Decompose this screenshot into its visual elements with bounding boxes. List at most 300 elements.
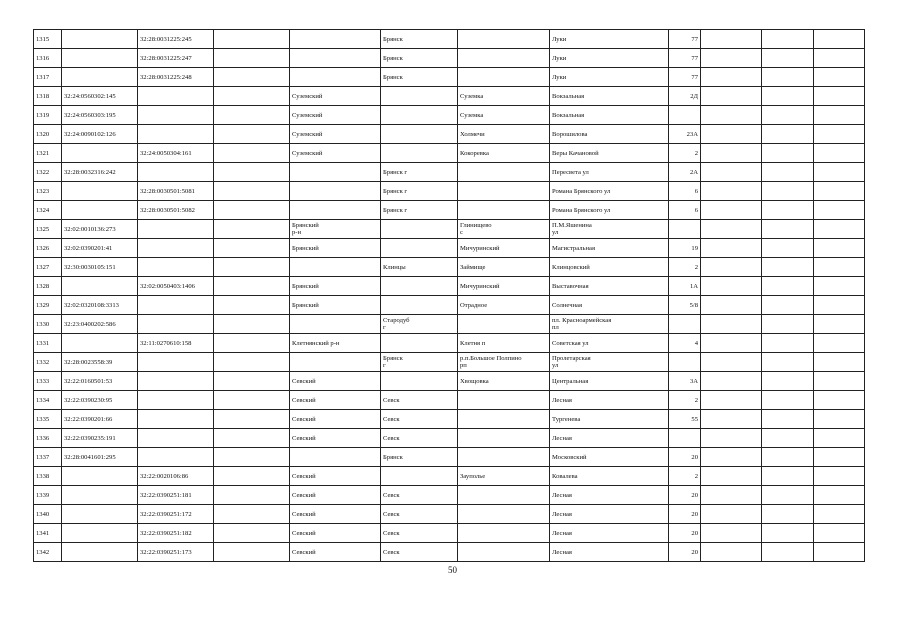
empty-cell [701,467,762,486]
empty-cell [701,315,762,334]
empty-cell [214,49,290,68]
empty-cell [814,334,865,353]
cadastral-number-cell: 32:02:0010136:273 [62,220,138,239]
district-cell: Суземский [290,87,381,106]
row-number-cell: 1341 [34,524,62,543]
empty-cell [814,163,865,182]
empty-cell [762,543,814,562]
district-cell: Суземский [290,144,381,163]
empty-cell [701,182,762,201]
district-cell: Севский [290,391,381,410]
district-cell: Севский [290,505,381,524]
house-number-cell: 55 [669,410,701,429]
settlement-cell: Мичуринский [458,277,550,296]
city-cell: Брянск [381,448,458,467]
settlement-cell: р.п.Большое Полпино рп [458,353,550,372]
building-cadastral-cell [138,448,214,467]
city-cell [381,239,458,258]
house-number-cell: 20 [669,524,701,543]
empty-cell [762,87,814,106]
row-number-cell: 1326 [34,239,62,258]
empty-cell [214,30,290,49]
row-number-cell: 1337 [34,448,62,467]
building-cadastral-cell: 32:28:0030501:5082 [138,201,214,220]
building-cadastral-cell [138,391,214,410]
empty-cell [762,239,814,258]
city-cell: Брянск [381,49,458,68]
empty-cell [814,277,865,296]
cadastral-number-cell: 32:02:0390201:41 [62,239,138,258]
settlement-cell [458,49,550,68]
empty-cell [762,201,814,220]
city-cell [381,334,458,353]
empty-cell [814,353,865,372]
empty-cell [814,30,865,49]
empty-cell [814,49,865,68]
empty-cell [814,429,865,448]
table-row [34,353,865,372]
district-cell: Брянский [290,239,381,258]
city-cell [381,220,458,239]
house-number-cell: 77 [669,68,701,87]
street-cell: Лесная [550,429,669,448]
building-cadastral-cell [138,372,214,391]
empty-cell [701,144,762,163]
district-cell: Севский [290,372,381,391]
empty-cell [701,125,762,144]
cadastral-number-cell: 32:23:0400202:586 [62,315,138,334]
building-cadastral-cell [138,315,214,334]
empty-cell [701,163,762,182]
district-cell: Суземский [290,106,381,125]
district-cell [290,448,381,467]
row-number-cell: 1334 [34,391,62,410]
cadastral-number-cell [62,144,138,163]
empty-cell [762,106,814,125]
cadastral-number-cell [62,182,138,201]
empty-cell [814,220,865,239]
district-cell: Брянский р-н [290,220,381,239]
settlement-cell [458,448,550,467]
building-cadastral-cell [138,163,214,182]
city-cell [381,106,458,125]
cadastral-number-cell [62,68,138,87]
settlement-cell: Кокоревка [458,144,550,163]
city-cell: Брянск [381,68,458,87]
empty-cell [814,144,865,163]
building-cadastral-cell [138,258,214,277]
house-number-cell: 2 [669,467,701,486]
street-cell: Лесная [550,543,669,562]
district-cell: Севский [290,467,381,486]
house-number-cell: 77 [669,49,701,68]
district-cell: Севский [290,410,381,429]
city-cell: Севск [381,429,458,448]
house-number-cell [669,106,701,125]
street-cell: Луки [550,30,669,49]
empty-cell [762,277,814,296]
settlement-cell [458,201,550,220]
empty-cell [814,182,865,201]
table-row [34,220,865,239]
empty-cell [814,296,865,315]
street-cell: Тургенева [550,410,669,429]
empty-cell [762,258,814,277]
street-cell: Лесная [550,524,669,543]
table-row [34,68,865,87]
row-number-cell: 1328 [34,277,62,296]
empty-cell [701,486,762,505]
empty-cell [701,258,762,277]
city-cell [381,467,458,486]
settlement-cell [458,486,550,505]
empty-cell [701,30,762,49]
cadastral-number-cell: 32:28:0041601:295 [62,448,138,467]
empty-cell [701,277,762,296]
street-cell: Московский [550,448,669,467]
cadastral-number-cell: 32:22:0390235:191 [62,429,138,448]
empty-cell [814,87,865,106]
table-row [34,505,865,524]
empty-cell [762,296,814,315]
empty-cell [701,220,762,239]
empty-cell [814,201,865,220]
cadastral-number-cell: 32:24:0090102:126 [62,125,138,144]
cadastral-number-cell [62,277,138,296]
empty-cell [214,543,290,562]
building-cadastral-cell: 32:28:0031225:245 [138,30,214,49]
settlement-cell: Суземка [458,87,550,106]
empty-cell [814,391,865,410]
empty-cell [214,524,290,543]
street-cell: Романа Брянского ул [550,201,669,220]
row-number-cell: 1336 [34,429,62,448]
empty-cell [701,87,762,106]
empty-cell [762,334,814,353]
district-cell: Суземский [290,125,381,144]
property-register-table [33,29,865,562]
empty-cell [214,68,290,87]
row-number-cell: 1323 [34,182,62,201]
district-cell: Севский [290,486,381,505]
empty-cell [214,239,290,258]
house-number-cell: 77 [669,30,701,49]
table-row [34,486,865,505]
city-cell [381,372,458,391]
empty-cell [214,467,290,486]
cadastral-number-cell [62,505,138,524]
city-cell [381,144,458,163]
empty-cell [762,524,814,543]
empty-cell [814,372,865,391]
row-number-cell: 1325 [34,220,62,239]
row-number-cell: 1340 [34,505,62,524]
empty-cell [214,296,290,315]
settlement-cell [458,429,550,448]
settlement-cell [458,315,550,334]
street-cell: Лесная [550,486,669,505]
empty-cell [762,353,814,372]
city-cell: Брянск г [381,201,458,220]
district-cell [290,353,381,372]
row-number-cell: 1317 [34,68,62,87]
empty-cell [214,277,290,296]
table-row [34,467,865,486]
page-number: 50 [448,565,457,575]
empty-cell [762,486,814,505]
empty-cell [814,524,865,543]
empty-cell [762,163,814,182]
city-cell [381,125,458,144]
empty-cell [762,144,814,163]
row-number-cell: 1342 [34,543,62,562]
city-cell: Севск [381,505,458,524]
district-cell: Брянский [290,296,381,315]
row-number-cell: 1329 [34,296,62,315]
empty-cell [814,68,865,87]
cadastral-number-cell [62,49,138,68]
row-number-cell: 1330 [34,315,62,334]
empty-cell [762,68,814,87]
street-cell: Вокзальная [550,106,669,125]
empty-cell [762,410,814,429]
building-cadastral-cell: 32:11:0270610:158 [138,334,214,353]
empty-cell [701,524,762,543]
empty-cell [214,505,290,524]
empty-cell [214,334,290,353]
empty-cell [814,448,865,467]
house-number-cell [669,429,701,448]
empty-cell [214,410,290,429]
empty-cell [814,505,865,524]
cadastral-number-cell: 32:30:0030105:151 [62,258,138,277]
district-cell: Брянский [290,277,381,296]
district-cell [290,201,381,220]
empty-cell [214,106,290,125]
cadastral-number-cell: 32:28:0023558:39 [62,353,138,372]
settlement-cell [458,30,550,49]
city-cell: Севск [381,524,458,543]
settlement-cell [458,505,550,524]
building-cadastral-cell [138,106,214,125]
street-cell: Ковалева [550,467,669,486]
row-number-cell: 1333 [34,372,62,391]
street-cell: Ворошилова [550,125,669,144]
building-cadastral-cell: 32:02:0050403:1406 [138,277,214,296]
table-row [34,410,865,429]
row-number-cell: 1331 [34,334,62,353]
street-cell: пл. Красноармейская пл [550,315,669,334]
district-cell [290,315,381,334]
city-cell: Севск [381,486,458,505]
empty-cell [814,125,865,144]
house-number-cell: 20 [669,543,701,562]
row-number-cell: 1335 [34,410,62,429]
table-row [34,277,865,296]
building-cadastral-cell [138,429,214,448]
empty-cell [701,334,762,353]
street-cell: Веры Качановой [550,144,669,163]
settlement-cell: Клетня п [458,334,550,353]
house-number-cell: 2 [669,258,701,277]
empty-cell [814,486,865,505]
city-cell: Севск [381,391,458,410]
building-cadastral-cell [138,239,214,258]
table-row [34,163,865,182]
district-cell [290,258,381,277]
empty-cell [214,258,290,277]
street-cell: Вокзальная [550,87,669,106]
street-cell: Центральная [550,372,669,391]
table-row [34,144,865,163]
empty-cell [214,315,290,334]
empty-cell [814,410,865,429]
row-number-cell: 1322 [34,163,62,182]
empty-cell [762,49,814,68]
house-number-cell: 1А [669,277,701,296]
building-cadastral-cell: 32:28:0031225:248 [138,68,214,87]
building-cadastral-cell: 32:28:0030501:5081 [138,182,214,201]
empty-cell [814,258,865,277]
house-number-cell: 23А [669,125,701,144]
row-number-cell: 1321 [34,144,62,163]
district-cell [290,49,381,68]
house-number-cell: 6 [669,182,701,201]
building-cadastral-cell [138,296,214,315]
district-cell [290,68,381,87]
building-cadastral-cell [138,220,214,239]
empty-cell [214,372,290,391]
street-cell: П.М.Яшенина ул [550,220,669,239]
building-cadastral-cell: 32:22:0020106:86 [138,467,214,486]
house-number-cell: 2Д [669,87,701,106]
street-cell: Выставочная [550,277,669,296]
row-number-cell: 1320 [34,125,62,144]
empty-cell [214,87,290,106]
empty-cell [214,429,290,448]
empty-cell [762,448,814,467]
house-number-cell: 5/8 [669,296,701,315]
cadastral-number-cell: 32:28:0032316:242 [62,163,138,182]
street-cell: Пролетарская ул [550,353,669,372]
house-number-cell: 2 [669,391,701,410]
cadastral-number-cell [62,486,138,505]
house-number-cell [669,220,701,239]
settlement-cell [458,68,550,87]
empty-cell [762,505,814,524]
empty-cell [701,505,762,524]
table-row [34,30,865,49]
house-number-cell: 20 [669,486,701,505]
table-row [34,391,865,410]
city-cell: Севск [381,410,458,429]
empty-cell [701,68,762,87]
cadastral-number-cell: 32:22:0390230:95 [62,391,138,410]
cadastral-number-cell [62,334,138,353]
district-cell: Клетнянский р-н [290,334,381,353]
table-row [34,258,865,277]
district-cell: Севский [290,429,381,448]
empty-cell [762,391,814,410]
settlement-cell: Отрадное [458,296,550,315]
cadastral-number-cell [62,30,138,49]
table-row [34,296,865,315]
district-cell [290,182,381,201]
empty-cell [762,182,814,201]
cadastral-number-cell: 32:02:0320108:3313 [62,296,138,315]
street-cell: Луки [550,49,669,68]
empty-cell [762,125,814,144]
district-cell [290,30,381,49]
city-cell: Севск [381,543,458,562]
city-cell: Брянск г [381,353,458,372]
city-cell [381,296,458,315]
building-cadastral-cell: 32:22:0390251:173 [138,543,214,562]
house-number-cell: 4 [669,334,701,353]
row-number-cell: 1338 [34,467,62,486]
city-cell [381,277,458,296]
building-cadastral-cell [138,87,214,106]
building-cadastral-cell [138,125,214,144]
settlement-cell: Холмечи [458,125,550,144]
building-cadastral-cell: 32:22:0390251:182 [138,524,214,543]
empty-cell [762,429,814,448]
empty-cell [701,201,762,220]
district-cell [290,163,381,182]
house-number-cell: 6 [669,201,701,220]
empty-cell [762,467,814,486]
settlement-cell: Займище [458,258,550,277]
empty-cell [701,296,762,315]
table-row [34,239,865,258]
house-number-cell: 3А [669,372,701,391]
building-cadastral-cell [138,410,214,429]
table-row [34,201,865,220]
city-cell: Брянск [381,30,458,49]
table-body [34,30,865,562]
cadastral-number-cell: 32:24:0560302:145 [62,87,138,106]
empty-cell [814,239,865,258]
empty-cell [214,353,290,372]
empty-cell [701,429,762,448]
building-cadastral-cell: 32:28:0031225:247 [138,49,214,68]
house-number-cell [669,315,701,334]
street-cell: Магистральная [550,239,669,258]
city-cell [381,87,458,106]
street-cell: Лесная [550,391,669,410]
street-cell: Лесная [550,505,669,524]
table-row [34,125,865,144]
cadastral-number-cell [62,201,138,220]
cadastral-number-cell: 32:22:0160501:53 [62,372,138,391]
street-cell: Романа Брянского ул [550,182,669,201]
empty-cell [214,182,290,201]
empty-cell [214,448,290,467]
table-row [34,524,865,543]
city-cell: Брянск г [381,163,458,182]
settlement-cell [458,543,550,562]
row-number-cell: 1315 [34,30,62,49]
settlement-cell [458,410,550,429]
empty-cell [701,448,762,467]
empty-cell [762,220,814,239]
row-number-cell: 1316 [34,49,62,68]
street-cell: Луки [550,68,669,87]
cadastral-number-cell [62,467,138,486]
empty-cell [814,315,865,334]
street-cell: Клинцовский [550,258,669,277]
empty-cell [214,391,290,410]
